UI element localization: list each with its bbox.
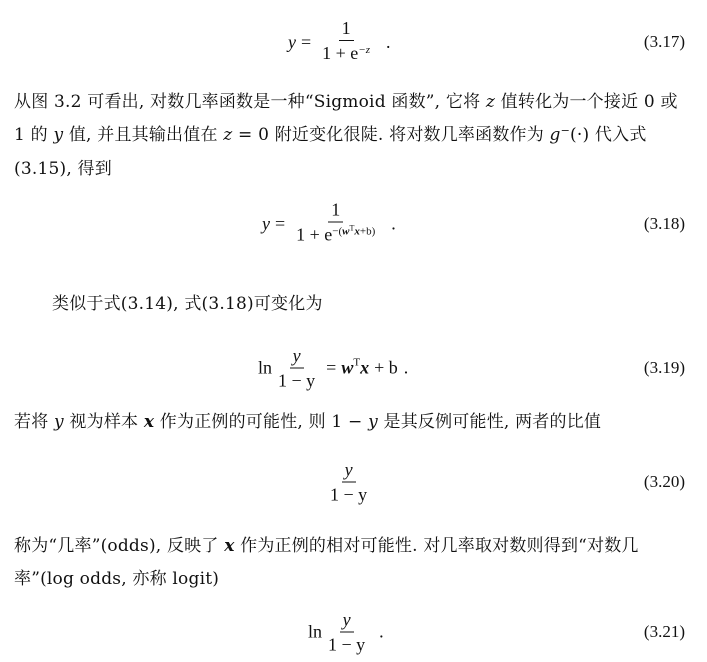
exponent-text: −(	[332, 225, 343, 238]
math-sup: −	[560, 124, 571, 137]
paragraph-4	[14, 530, 694, 596]
text-run: 值, 并且其输出值在	[63, 125, 224, 145]
fraction	[275, 346, 318, 391]
math-bold: w	[341, 357, 354, 378]
denominator-base: 1 + e	[296, 224, 333, 245]
text-run: 值转化为一个接近 0 或 1 的	[14, 92, 678, 145]
fraction-numerator	[342, 460, 356, 483]
text-run: = 0 附近变化很陡. 将对数几率函数作为	[232, 125, 550, 145]
paragraph-3	[14, 406, 694, 439]
text-run: 作为正例的可能性, 则 1 −	[154, 412, 369, 432]
fraction-numerator: 1	[339, 18, 354, 41]
math-var: y	[368, 412, 378, 432]
eq-lhs: y	[288, 31, 296, 52]
fraction-denominator: 1 − y	[278, 370, 316, 391]
transpose: T	[353, 356, 361, 368]
math-var: y	[342, 609, 351, 630]
equation-3-21-body	[308, 610, 384, 655]
equation-number: (3.19)	[643, 358, 685, 377]
math-var: y	[344, 459, 353, 480]
math-var: z	[485, 92, 496, 112]
equation-3-21	[0, 602, 707, 662]
math-var: g	[549, 125, 561, 145]
text-run: 是其反例可能性, 两者的比值	[377, 412, 602, 432]
paragraph-1	[14, 86, 694, 186]
exponent-text: +b)	[359, 225, 376, 238]
math-var: y	[54, 412, 64, 432]
equation-3-18	[0, 194, 707, 254]
math-bold: x	[360, 357, 370, 378]
equation-3-17	[0, 12, 707, 72]
eq-equals: =	[326, 357, 337, 378]
text-run: 若将	[14, 412, 55, 432]
fraction-denominator	[319, 41, 373, 66]
fraction-numerator	[290, 346, 304, 369]
fraction-denominator: 1 − y	[328, 634, 366, 655]
equation-number: (3.17)	[643, 32, 685, 51]
math-var: y	[53, 125, 64, 145]
eq-period: .	[391, 213, 396, 234]
equation-3-18-body	[262, 200, 396, 249]
denominator-base: 1 + e	[322, 43, 359, 63]
fraction	[325, 610, 368, 655]
eq-equals: =	[301, 31, 312, 52]
paragraph-2: 类似于式(3.14), 式(3.18)可变化为	[52, 294, 323, 314]
text-run: 称为“几率”(odds), 反映了	[14, 536, 225, 556]
equation-number: (3.21)	[643, 622, 685, 641]
equation-3-19	[0, 338, 707, 398]
equation-number: (3.18)	[643, 214, 685, 233]
text-run: (·) 代入式(3.15), 得到	[14, 125, 647, 179]
eq-period: .	[386, 31, 391, 52]
eq-lhs: y	[262, 213, 270, 234]
equation-3-17-body	[288, 18, 391, 66]
eq-period: .	[379, 621, 384, 642]
transpose: T	[349, 223, 355, 233]
fraction	[319, 18, 373, 66]
fraction-denominator	[293, 223, 378, 249]
fraction	[293, 200, 378, 249]
exponent-text: −z	[358, 44, 371, 56]
eq-period: .	[403, 357, 409, 378]
fraction-numerator	[340, 610, 354, 633]
text-run: 从图 3.2 可看出, 对数几率函数是一种“Sigmoid 函数”, 它将	[14, 92, 486, 112]
ln-operator: ln	[258, 357, 273, 378]
eq-equals: =	[275, 213, 286, 234]
math-bold: x	[224, 536, 235, 556]
ln-operator: ln	[308, 621, 323, 642]
fraction-numerator: 1	[328, 200, 343, 223]
exponent	[358, 44, 370, 56]
fraction	[327, 460, 370, 505]
eq-rest: + b	[374, 357, 398, 378]
equation-3-20	[0, 452, 707, 512]
equation-number: (3.20)	[643, 472, 685, 491]
fraction-denominator: 1 − y	[330, 484, 368, 505]
math-var: y	[292, 345, 301, 366]
equation-3-19-body	[258, 346, 408, 391]
math-bold: w	[342, 225, 350, 238]
exponent	[332, 223, 376, 238]
equation-3-20-body	[324, 460, 373, 505]
math-bold: x	[354, 225, 360, 238]
text-run: 作为正例的相对可能性. 对几率取对数则得到“对数几率”(log odds, 亦称 logit)	[14, 536, 639, 589]
math-bold: x	[143, 412, 155, 432]
math-var: z	[223, 125, 233, 145]
text-run: 视为样本	[63, 412, 144, 432]
